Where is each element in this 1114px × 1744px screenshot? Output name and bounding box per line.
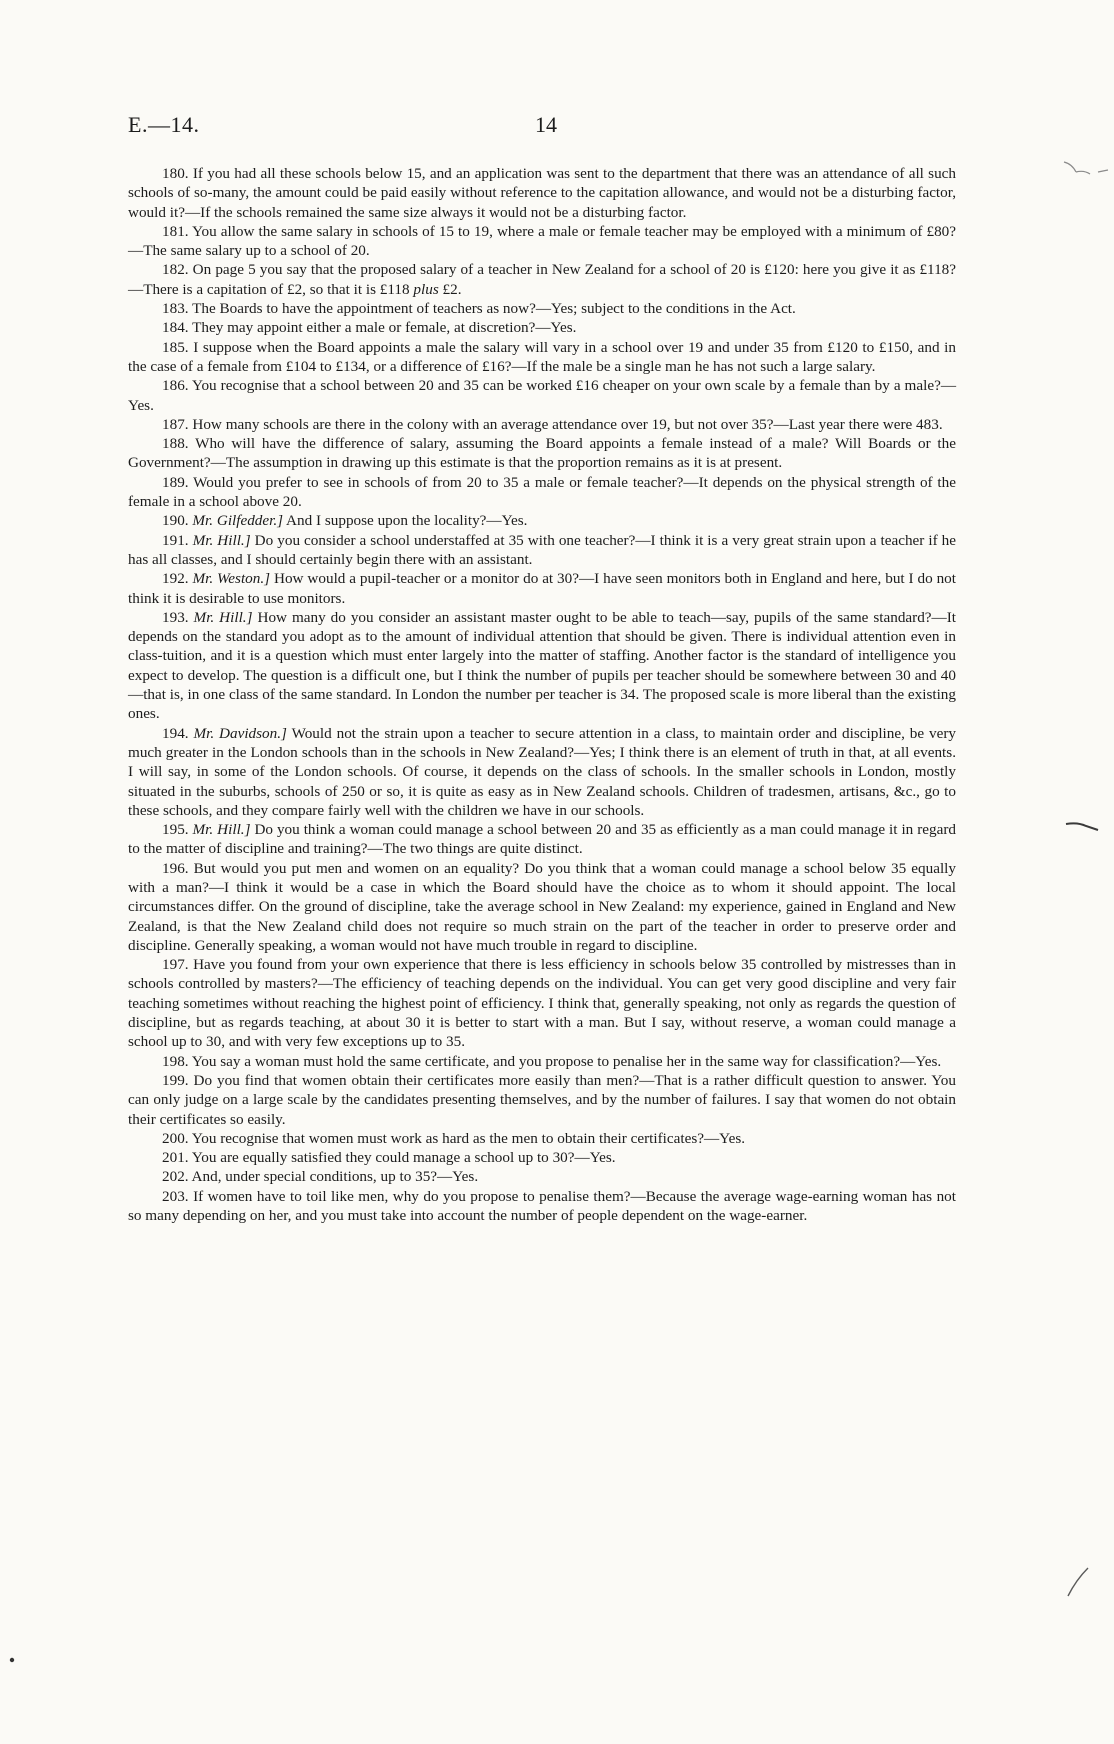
paragraph-text: Do you consider a school understaffed at 35 with one teacher?—I think it is a very great strain upon a teacher if he has all classes, and I should certainly begin there with an assistant. (128, 531, 957, 568)
page-number: 14 (535, 112, 557, 137)
paragraph-text-after: £2. (442, 280, 462, 298)
speaker-name: Mr. Hill.] (192, 531, 251, 549)
margin-scan-mark-top (1062, 158, 1112, 180)
paragraph-number: 192. (162, 570, 189, 588)
paragraph-number: 193. (162, 608, 189, 626)
paragraph-201 (128, 1148, 956, 1167)
paragraph-text: The Boards to have the appointment of teachers as now?—Yes; subject to the conditions in the Act. (192, 300, 796, 318)
paragraph-number: 190. (162, 512, 189, 530)
paragraph-text: I suppose when the Board appoints a male the salary will vary in a school over 19 and under 35 from £120 to £150, and in the case of a female from £104 to £134, or a difference of £16?—If the male be a single man he has not such a large salary. (128, 338, 956, 375)
paragraph-text: You allow the same salary in schools of 15 to 19, where a male or female teacher may be employed with a minimum of £80?—The same salary up to a school of 20. (128, 222, 957, 260)
paragraph-number: 189. (162, 473, 189, 491)
paragraph-number: 182. (162, 261, 189, 279)
paragraph-text: And I suppose upon the locality?—Yes. (286, 512, 528, 530)
evidence-body (128, 164, 956, 1225)
speaker-name: Mr. Gilfedder.] (192, 512, 284, 530)
margin-dot (8, 1656, 16, 1664)
paragraph-number: 201. (162, 1149, 189, 1167)
paragraph-number: 185. (162, 338, 189, 356)
paragraph-number: 195. (162, 821, 189, 839)
margin-scan-mark-bottom (1064, 1560, 1104, 1600)
paragraph-190 (128, 511, 956, 530)
paragraph-195 (128, 820, 956, 859)
paragraph-183 (128, 299, 956, 318)
paragraph-number: 186. (162, 377, 189, 395)
paragraph-number: 202. (162, 1168, 189, 1186)
paragraph-text: How many do you consider an assistant master ought to be able to teach—say, pupils of the same standard?—It depends on the standard you adopt as to the amount of individual attention that should be given. There is individual attention even in class-tuition, and it is a question which must enter largely into the matter of staffing. Another factor is the standard of intelligence you expect to develop. The question is a difficult one, but I think the number of pupils per teacher should be somewhere between 30 and 40—that is, in one class of the same standard. In London the number per teacher is 34. The proposed scale is more liberal than the existing ones. (128, 608, 957, 723)
speaker-name: Mr. Davidson.] (193, 724, 287, 742)
paragraph-number: 196. (162, 859, 189, 877)
paragraph-text: Do you find that women obtain their certificates more easily than men?—That is a rather difficult question to answer. You can only judge on a large scale by the candidates presenting themselves, and by the number of failures. I say that women do not obtain their certificates so easily. (128, 1071, 956, 1128)
paragraph-number: 203. (162, 1187, 189, 1205)
paragraph-text: You say a woman must hold the same certificate, and you propose to penalise her in the same way for classification?—Yes. (191, 1052, 942, 1070)
paragraph-text: You are equally satisfied they could manage a school up to 30?—Yes. (191, 1149, 616, 1167)
italic-term: plus (413, 280, 439, 298)
paragraph-number: 183. (162, 300, 189, 318)
paragraph-202 (128, 1167, 956, 1186)
paragraph-text: You recognise that women must work as hard as the men to obtain their certificates?—Yes. (191, 1129, 746, 1147)
paragraph-200 (128, 1129, 956, 1148)
paragraph-191 (128, 531, 956, 570)
paragraph-180 (128, 164, 956, 222)
paragraph-number: 187. (162, 415, 189, 433)
paragraph-186 (128, 376, 956, 415)
paragraph-number: 184. (162, 319, 189, 337)
paragraph-181 (128, 222, 956, 261)
paragraph-number: 200. (162, 1129, 189, 1147)
paragraph-text: On page 5 you say that the proposed salary of a teacher in New Zealand for a school of 20 is £120: here you give it as £118?—There is a capitation of £2, so that it is £118 (128, 261, 957, 298)
speaker-name: Mr. Weston.] (192, 570, 271, 588)
margin-scan-mark-middle (1064, 818, 1104, 834)
paragraph-185 (128, 338, 956, 377)
speaker-name: Mr. Hill.] (193, 608, 253, 626)
paragraph-text: Do you think a woman could manage a school between 20 and 35 as efficiently as a man could manage it in regard to the matter of discipline and training?—The two things are quite distinct. (128, 821, 956, 858)
paragraph-197 (128, 955, 956, 1051)
paragraph-text: They may appoint either a male or female, at discretion?—Yes. (192, 319, 577, 337)
paragraph-194 (128, 724, 956, 820)
paragraph-193 (128, 608, 956, 724)
paragraph-number: 198. (162, 1052, 189, 1070)
paragraph-203 (128, 1187, 956, 1226)
paragraph-text: If women have to toil like men, why do you propose to penalise them?—Because the average wage-earning woman has not so many depending on her, and you must take into account the number of people dependent on the wage-earner. (128, 1187, 956, 1225)
paragraph-text: And, under special conditions, up to 35?—Yes. (191, 1168, 479, 1186)
paragraph-number: 180. (162, 165, 189, 182)
paragraph-text: You recognise that a school between 20 and 35 can be worked £16 cheaper on your own scale by a female than by a male?—Yes. (128, 377, 957, 414)
paragraph-188 (128, 434, 956, 473)
paragraph-number: 191. (162, 531, 189, 549)
paragraph-number: 194. (162, 724, 189, 742)
paragraph-text: If you had all these schools below 15, and an application was sent to the department that there was an attendance of all such schools of so-many, the amount could be paid easily without reference to the capitation allowance, and would not be a disturbing factor, would it?—If the schools remained the same size always it would not be a disturbing factor. (128, 165, 956, 221)
paragraph-text: Who will have the difference of salary, assuming the Board appoints a female instead of a male? Will Boards or the Government?—The assumption in drawing up this estimate is that the proportion remains as it is at present. (128, 435, 956, 472)
paragraph-number: 199. (162, 1071, 189, 1089)
paragraph-number: 188. (162, 435, 189, 453)
paragraph-text: Would not the strain upon a teacher to secure attention in a class, to maintain order and discipline, be very much greater in the London schools than in the schools in New Zealand?—Yes; I think there is an element of truth in that, at all events. I will say, in some of the London schools. Of course, it depends on the class of schools. In the smaller schools in London, mostly situated in the suburbs, schools of 250 or so, it is quite as easy as in New Zealand schools. Children of tradesmen, artisans, &c., go to these schools, and they compare fairly well with the children we have in our schools. (128, 724, 956, 819)
paragraph-196 (128, 859, 956, 955)
report-reference: E.—14. (128, 112, 200, 137)
paragraph-number: 197. (162, 956, 189, 974)
paragraph-192 (128, 569, 956, 608)
paragraph-text: But would you put men and women on an equality? Do you think that a woman could manage a school below 35 equally with a man?—I think it would be a case in which the Board should have the choice as to whom it should appoint. The local circumstances differ. On the ground of discipline, take the average school in New Zealand: my experience, gained in England and New Zealand, is that the New Zealand child does not require so much strain on the part of the teacher in order to preserve order and discipline. Generally speaking, a woman would not have much trouble in regard to discipline. (128, 859, 956, 954)
paragraph-text: How many schools are there in the colony with an average attendance over 19, but not over 35?—Last year there were 483. (192, 415, 943, 433)
paragraph-text: How would a pupil-teacher or a monitor do at 30?—I have seen monitors both in England and here, but I do not think it is desirable to use monitors. (128, 570, 956, 607)
paragraph-text: Would you prefer to see in schools of from 20 to 35 a male or female teacher?—It depends on the physical strength of the female in a school above 20. (128, 473, 956, 511)
paragraph-198 (128, 1052, 956, 1071)
paragraph-text: Have you found from your own experience that there is less efficiency in schools below 35 controlled by mistresses than in schools controlled by masters?—The efficiency of teaching depends on the individual. You can get very good discipline and very fair teaching sometimes without reaching the highest point of efficiency. I think that, generally speaking, not only as regards the question of discipline, but as regards teaching, at about 30 it is better to start with a man. But I say, without reserve, a woman could manage a school up to 30, and with very few exceptions up to 35. (128, 956, 957, 1051)
paragraph-187 (128, 415, 956, 434)
paragraph-182 (128, 260, 956, 299)
paragraph-184 (128, 318, 956, 337)
speaker-name: Mr. Hill.] (192, 821, 251, 839)
paragraph-199 (128, 1071, 956, 1129)
paragraph-189 (128, 473, 956, 512)
paragraph-number: 181. (162, 222, 189, 240)
